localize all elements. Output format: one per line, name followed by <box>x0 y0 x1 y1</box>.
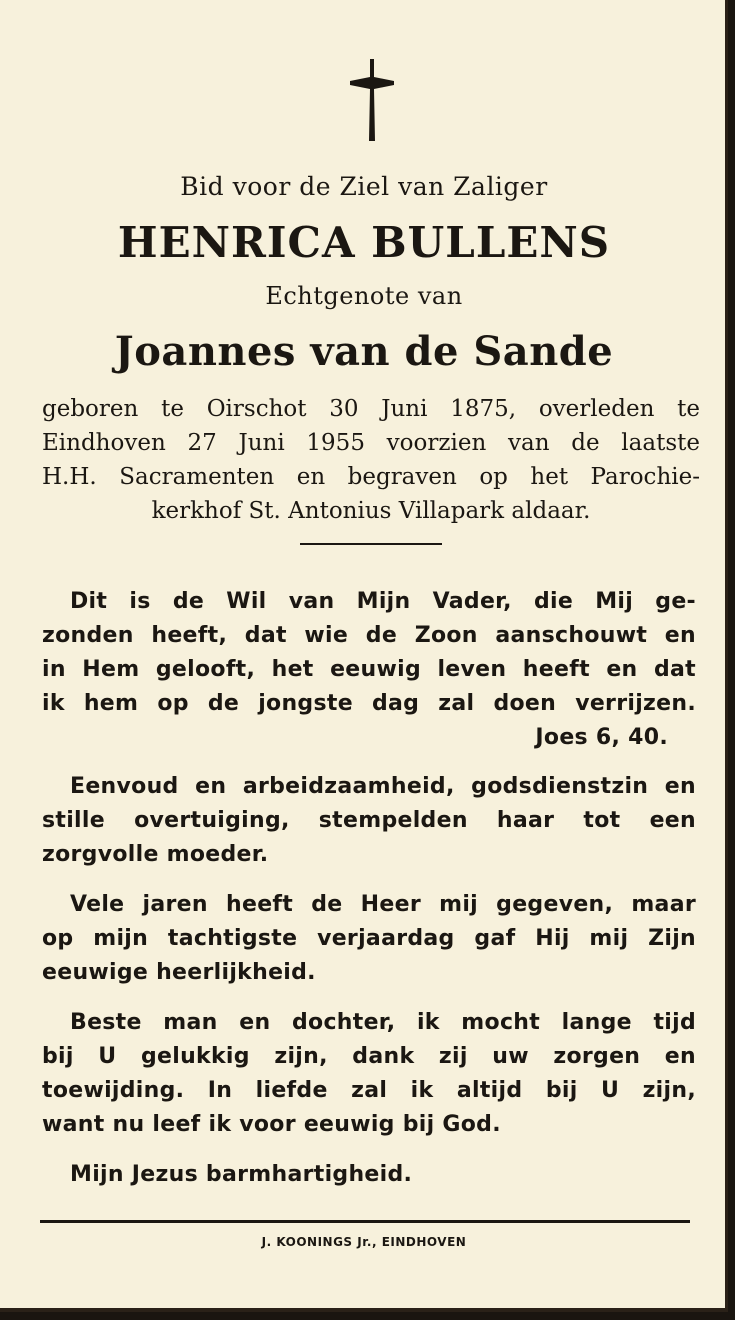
paragraph-line: Vele jaren heeft de Heer mij gegeven, maar <box>70 892 696 917</box>
paragraph-line: zorgvolle moeder. <box>42 842 269 867</box>
bio-line: Eindhoven 27 Juni 1955 voorzien van de laatste <box>42 430 700 456</box>
closing-line: Mijn Jezus barmhartigheid. <box>70 1162 413 1187</box>
paragraph-line: bij U gelukkig zijn, dank zij uw zorgen en <box>42 1044 696 1069</box>
paragraph-line: Beste man en dochter, ik mocht lange tijd <box>70 1010 696 1035</box>
verse-line: Dit is de Wil van Mijn Vader, die Mij ge- <box>70 589 696 614</box>
biography <box>42 392 700 528</box>
paragraph-line: toewijding. In liefde zal ik altijd bij U zijn, <box>42 1078 696 1103</box>
bio-line: geboren te Oirschot 30 Juni 1875, overleden te <box>42 396 700 422</box>
verse-reference: Joes 6, 40. <box>535 725 668 750</box>
verse-line: ik hem op de jongste dag zal doen verrijzen. <box>42 691 696 716</box>
paragraph-line: Eenvoud en arbeidzaamheid, godsdienstzin en <box>70 774 696 799</box>
closing-paragraph <box>42 1158 696 1192</box>
bio-line: H.H. Sacramenten en begraven op het Parochie- <box>42 464 700 490</box>
paragraph-line: op mijn tachtigste verjaardag gaf Hij mij Zijn <box>42 926 696 951</box>
verse-line: in Hem gelooft, het eeuwig leven heeft en dat <box>42 657 696 682</box>
paragraph-3 <box>42 1006 696 1142</box>
deceased-name: HENRICA BULLENS <box>117 218 611 267</box>
footer-rule <box>40 1220 690 1223</box>
intro-text: Bid voor de Ziel van Zaliger <box>180 172 548 201</box>
spouse-label: Echtgenote van <box>265 282 463 310</box>
printer-imprint: J. KOONINGS Jr., EINDHOVEN <box>261 1235 467 1249</box>
bio-line: kerkhof St. Antonius Villapark aldaar. <box>151 498 591 524</box>
divider <box>300 543 442 545</box>
verse-line: zonden heeft, dat wie de Zoon aanschouwt en <box>42 623 696 648</box>
paragraph-2 <box>42 888 696 990</box>
paragraph-line: want nu leef ik voor eeuwig bij God. <box>42 1112 501 1137</box>
paragraph-line: stille overtuiging, stempelden haar tot een <box>42 808 696 833</box>
verse-paragraph <box>42 585 696 755</box>
cross-icon <box>344 55 400 145</box>
paragraph-line: eeuwige heerlijkheid. <box>42 960 316 985</box>
paragraph-1 <box>42 770 696 872</box>
spouse-name: Joannes van de Sande <box>114 328 614 375</box>
